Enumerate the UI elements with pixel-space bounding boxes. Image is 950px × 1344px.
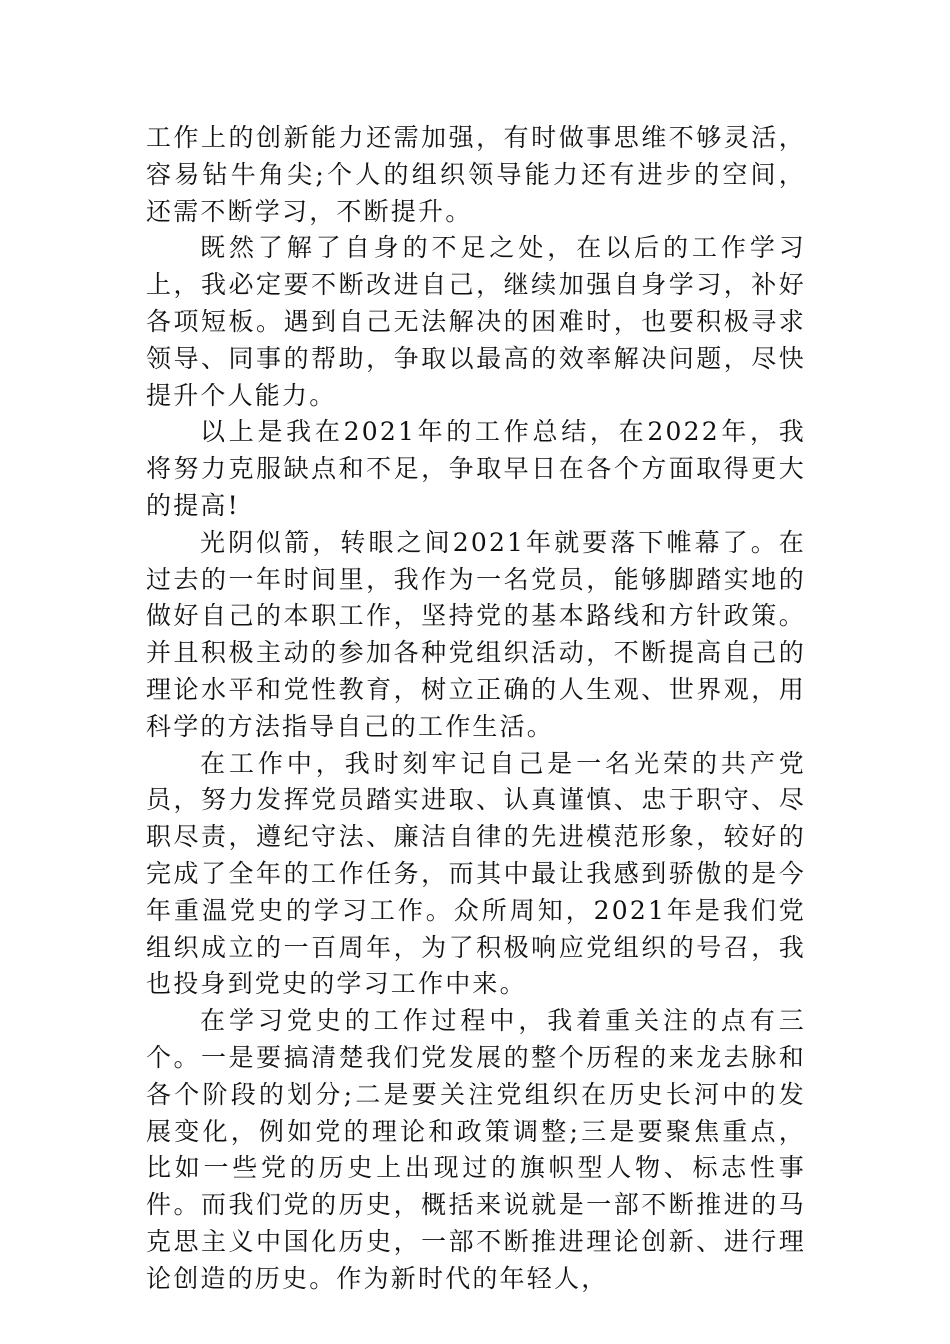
- paragraph-continued: 工作上的创新能力还需加强，有时做事思维不够灵活，容易钻牛角尖;个人的组织领导能力还有进步的空间，还需不断学习，不断提升。: [146, 123, 806, 226]
- paragraph-work: 在工作中，我时刻牢记自己是一名光荣的共产党员，努力发挥党员踏实进取、认真谨慎、忠于职守、尽职尽责，遵纪守法、廉洁自律的先进模范形象，较好的完成了全年的工作任务，而其中最让我感到骄傲的是今年重温党史的学习工作。众所周知，2021年是我们党组织成立的一百周年，为了积极响应党组织的号召，我也投身到党史的学习工作中来。: [146, 748, 806, 999]
- paragraph-summary: 以上是我在2021年的工作总结，在2022年，我将努力克服缺点和不足，争取早日在各个方面取得更大的提高!: [146, 417, 806, 520]
- body-text: [146, 120, 806, 1298]
- paragraph-shortcomings: 既然了解了自身的不足之处，在以后的工作学习上，我必定要不断改进自己，继续加强自身学习，补好各项短板。遇到自己无法解决的困难时，也要积极寻求领导、同事的帮助，争取以最高的效率解决问题，尽快提升个人能力。: [146, 233, 806, 410]
- paragraph-party-history: 在学习党史的工作过程中，我着重关注的点有三个。一是要搞清楚我们党发展的整个历程的来龙去脉和各个阶段的划分;二是要关注党组织在历史长河中的发展变化，例如党的理论和政策调整;三是要聚焦重点，比如一些党的历史上出现过的旗帜型人物、标志性事件。而我们党的历史，概括来说就是一部不断推进的马克思主义中国化历史，一部不断推进理论创新、进行理论创造的历史。作为新时代的年轻人，: [146, 1006, 806, 1293]
- paragraph-party-member: 光阴似箭，转眼之间2021年就要落下帷幕了。在过去的一年时间里，我作为一名党员，能够脚踏实地的做好自己的本职工作，坚持党的基本路线和方针政策。并且积极主动的参加各种党组织活动，不断提高自己的理论水平和党性教育，树立正确的人生观、世界观，用科学的方法指导自己的工作生活。: [146, 527, 806, 741]
